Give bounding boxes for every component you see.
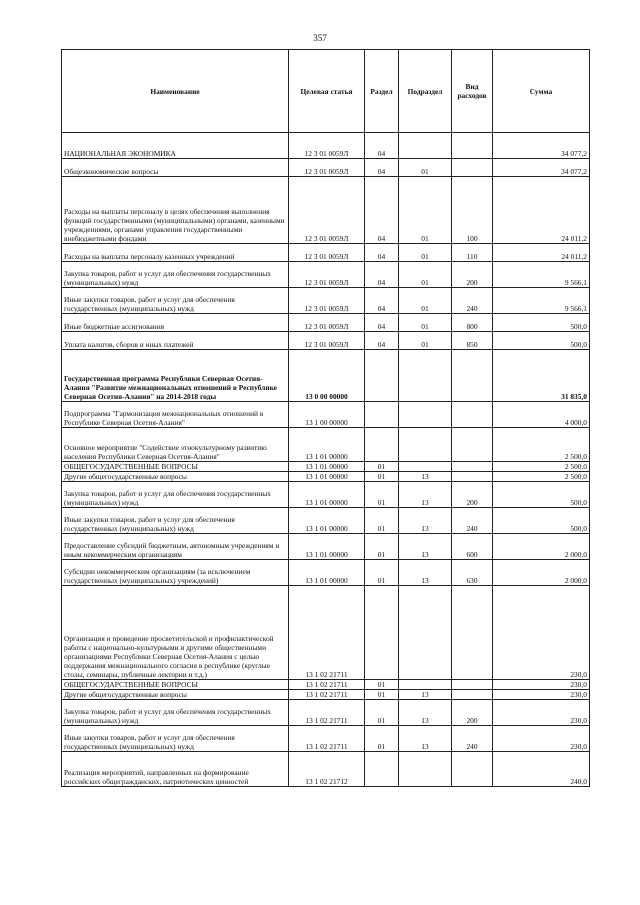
row-expense-type bbox=[452, 350, 493, 402]
table-row bbox=[62, 472, 590, 482]
row-amount: 34 077,2 bbox=[493, 133, 590, 159]
row-name: ОБЩЕГОСУДАРСТВЕННЫЕ ВОПРОСЫ bbox=[62, 462, 289, 472]
table-row bbox=[62, 586, 590, 680]
row-target-code: 13 1 02 21711 bbox=[289, 586, 365, 680]
row-subsection: 01 bbox=[399, 244, 452, 262]
table-row bbox=[62, 159, 590, 177]
row-name: Расходы на выплаты персоналу в целях обеспечения выполнения функций государственными (муниципальными) органами, казенными учреждениями, органами управления государственными внебюджетными фондами bbox=[62, 177, 289, 244]
row-subsection: 13 bbox=[399, 690, 452, 700]
row-subsection: 01 bbox=[399, 288, 452, 314]
row-name: Организация и проведение просветительской и профилактической работы с национально-культурными и другими общественными организациями Республики Северная Осетия-Алания с целью поддержания межнационального согласия в республике (круглые столы, семинары, публичные лектории и т.д.) bbox=[62, 586, 289, 680]
table-row bbox=[62, 508, 590, 534]
row-name: Реализация мероприятий, направленных на формирование российских общегражданских, патриотических ценностей bbox=[62, 752, 289, 787]
row-target-code: 12 3 01 0059Л bbox=[289, 177, 365, 244]
row-subsection bbox=[399, 680, 452, 690]
row-section bbox=[365, 586, 399, 680]
row-section: 01 bbox=[365, 534, 399, 560]
row-expense-type: 100 bbox=[452, 177, 493, 244]
row-subsection bbox=[399, 133, 452, 159]
row-target-code: 12 3 01 0059Л bbox=[289, 288, 365, 314]
row-section bbox=[365, 752, 399, 787]
table-row bbox=[62, 462, 590, 472]
row-amount: 230,0 bbox=[493, 700, 590, 726]
row-target-code: 12 3 01 0059Л bbox=[289, 133, 365, 159]
table-row bbox=[62, 314, 590, 332]
header-name: Наименование bbox=[62, 50, 289, 133]
row-subsection: 13 bbox=[399, 472, 452, 482]
row-subsection: 13 bbox=[399, 700, 452, 726]
budget-table bbox=[61, 49, 590, 787]
row-subsection: 13 bbox=[399, 560, 452, 586]
row-amount: 2 500,0 bbox=[493, 428, 590, 462]
row-expense-type: 200 bbox=[452, 262, 493, 288]
row-target-code: 12 3 01 0059Л bbox=[289, 262, 365, 288]
row-subsection: 13 bbox=[399, 508, 452, 534]
header-section: Раздел bbox=[365, 50, 399, 133]
row-name: НАЦИОНАЛЬНАЯ ЭКОНОМИКА bbox=[62, 133, 289, 159]
row-amount: 2 000,0 bbox=[493, 534, 590, 560]
table-row bbox=[62, 560, 590, 586]
table-body bbox=[62, 133, 590, 787]
row-expense-type: 240 bbox=[452, 508, 493, 534]
row-name: Иные бюджетные ассигнования bbox=[62, 314, 289, 332]
row-section: 04 bbox=[365, 332, 399, 350]
row-subsection bbox=[399, 752, 452, 787]
row-amount: 4 000,0 bbox=[493, 402, 590, 428]
row-subsection: 13 bbox=[399, 482, 452, 508]
row-section bbox=[365, 350, 399, 402]
row-expense-type bbox=[452, 586, 493, 680]
header-amount: Сумма bbox=[493, 50, 590, 133]
row-subsection bbox=[399, 586, 452, 680]
row-target-code: 13 1 02 21711 bbox=[289, 680, 365, 690]
row-name: Общеэкономические вопросы bbox=[62, 159, 289, 177]
row-amount: 2 500,0 bbox=[493, 472, 590, 482]
row-target-code: 13 1 01 00000 bbox=[289, 482, 365, 508]
header-subsection: Подраздел bbox=[399, 50, 452, 133]
row-name: Уплата налогов, сборов и иных платежей bbox=[62, 332, 289, 350]
row-amount: 500,0 bbox=[493, 482, 590, 508]
row-amount: 230,0 bbox=[493, 586, 590, 680]
row-name: Предоставление субсидий бюджетным, автономным учреждениям и иным некоммерческим организациям bbox=[62, 534, 289, 560]
row-amount: 2 000,0 bbox=[493, 560, 590, 586]
table-header-row bbox=[62, 50, 590, 133]
row-target-code: 13 1 02 21711 bbox=[289, 690, 365, 700]
row-expense-type: 240 bbox=[452, 288, 493, 314]
row-section: 04 bbox=[365, 133, 399, 159]
row-target-code: 13 1 01 00000 bbox=[289, 508, 365, 534]
table-row bbox=[62, 244, 590, 262]
row-amount: 230,0 bbox=[493, 680, 590, 690]
table-row bbox=[62, 752, 590, 787]
table-row bbox=[62, 350, 590, 402]
row-amount: 24 011,2 bbox=[493, 177, 590, 244]
row-section: 04 bbox=[365, 314, 399, 332]
row-section: 01 bbox=[365, 680, 399, 690]
row-section: 01 bbox=[365, 690, 399, 700]
row-target-code: 13 1 01 00000 bbox=[289, 560, 365, 586]
row-subsection bbox=[399, 350, 452, 402]
header-code: Целевая статья bbox=[289, 50, 365, 133]
header-expense-type: Вид расходов bbox=[452, 50, 493, 133]
row-expense-type: 800 bbox=[452, 314, 493, 332]
row-subsection bbox=[399, 428, 452, 462]
row-subsection bbox=[399, 402, 452, 428]
row-expense-type bbox=[452, 428, 493, 462]
row-target-code: 13 1 01 00000 bbox=[289, 534, 365, 560]
row-name: Другие общегосударственные вопросы bbox=[62, 472, 289, 482]
row-target-code: 12 3 01 0059Л bbox=[289, 159, 365, 177]
row-name: Иные закупки товаров, работ и услуг для обеспечения государственных (муниципальных) нужд bbox=[62, 726, 289, 752]
row-name: Государственная программа Республики Северная Осетия-Алания "Развитие межнациональных отношений в Республике Северная Осетия-Алания" на 2014-2018 годы bbox=[62, 350, 289, 402]
row-target-code: 13 1 01 00000 bbox=[289, 462, 365, 472]
table-row bbox=[62, 133, 590, 159]
row-target-code: 13 1 01 00000 bbox=[289, 472, 365, 482]
row-amount: 2 500,0 bbox=[493, 462, 590, 472]
row-subsection bbox=[399, 462, 452, 472]
row-name: Закупка товаров, работ и услуг для обеспечения государственных (муниципальных) нужд bbox=[62, 262, 289, 288]
row-amount: 9 566,1 bbox=[493, 262, 590, 288]
row-section: 01 bbox=[365, 508, 399, 534]
row-amount: 230,0 bbox=[493, 726, 590, 752]
row-target-code: 13 1 02 21711 bbox=[289, 726, 365, 752]
row-section: 01 bbox=[365, 482, 399, 508]
row-section: 01 bbox=[365, 472, 399, 482]
row-section: 04 bbox=[365, 244, 399, 262]
row-section: 04 bbox=[365, 177, 399, 244]
row-expense-type bbox=[452, 402, 493, 428]
row-name: Субсидии некоммерческим организациям (за исключением государственных (муниципальных) учреждений) bbox=[62, 560, 289, 586]
row-expense-type bbox=[452, 133, 493, 159]
row-amount: 500,0 bbox=[493, 508, 590, 534]
row-expense-type bbox=[452, 680, 493, 690]
row-name: Основное мероприятие "Содействие этнокультурному развитию населения Республики Северная Осетия-Алания" bbox=[62, 428, 289, 462]
table-row bbox=[62, 262, 590, 288]
row-subsection: 01 bbox=[399, 262, 452, 288]
row-target-code: 13 1 02 21711 bbox=[289, 700, 365, 726]
row-subsection: 13 bbox=[399, 534, 452, 560]
row-amount: 500,0 bbox=[493, 314, 590, 332]
row-amount: 9 566,1 bbox=[493, 288, 590, 314]
row-expense-type: 630 bbox=[452, 560, 493, 586]
row-amount: 500,0 bbox=[493, 332, 590, 350]
row-expense-type: 110 bbox=[452, 244, 493, 262]
table-row bbox=[62, 402, 590, 428]
row-name: Закупка товаров, работ и услуг для обеспечения государственных (муниципальных) нужд bbox=[62, 700, 289, 726]
row-amount: 240,0 bbox=[493, 752, 590, 787]
table-row bbox=[62, 534, 590, 560]
row-amount: 34 077,2 bbox=[493, 159, 590, 177]
row-expense-type bbox=[452, 462, 493, 472]
row-section: 01 bbox=[365, 700, 399, 726]
row-subsection: 01 bbox=[399, 177, 452, 244]
row-amount: 24 011,2 bbox=[493, 244, 590, 262]
row-name: Иные закупки товаров, работ и услуг для обеспечения государственных (муниципальных) нужд bbox=[62, 288, 289, 314]
row-target-code: 12 3 01 0059Л bbox=[289, 244, 365, 262]
row-name: Подпрограмма "Гармонизация межнациональных отношений в Республике Северная Осетия-Алания" bbox=[62, 402, 289, 428]
row-name: ОБЩЕГОСУДАРСТВЕННЫЕ ВОПРОСЫ bbox=[62, 680, 289, 690]
table-row bbox=[62, 680, 590, 690]
row-amount: 230,0 bbox=[493, 690, 590, 700]
row-section: 04 bbox=[365, 159, 399, 177]
row-subsection: 13 bbox=[399, 726, 452, 752]
row-expense-type: 240 bbox=[452, 726, 493, 752]
row-section: 01 bbox=[365, 560, 399, 586]
row-section: 04 bbox=[365, 288, 399, 314]
table-row bbox=[62, 428, 590, 462]
table-row bbox=[62, 288, 590, 314]
row-expense-type: 850 bbox=[452, 332, 493, 350]
row-expense-type bbox=[452, 159, 493, 177]
row-expense-type: 200 bbox=[452, 482, 493, 508]
row-target-code: 13 1 01 00000 bbox=[289, 428, 365, 462]
row-name: Закупка товаров, работ и услуг для обеспечения государственных (муниципальных) нужд bbox=[62, 482, 289, 508]
row-section: 01 bbox=[365, 462, 399, 472]
row-name: Иные закупки товаров, работ и услуг для обеспечения государственных (муниципальных) нужд bbox=[62, 508, 289, 534]
row-section: 04 bbox=[365, 262, 399, 288]
table-row bbox=[62, 482, 590, 508]
page-number: 357 bbox=[313, 33, 327, 43]
row-expense-type: 600 bbox=[452, 534, 493, 560]
row-subsection: 01 bbox=[399, 159, 452, 177]
row-expense-type: 200 bbox=[452, 700, 493, 726]
row-target-code: 13 0 00 00000 bbox=[289, 350, 365, 402]
row-target-code: 13 1 02 21712 bbox=[289, 752, 365, 787]
table-row bbox=[62, 332, 590, 350]
row-section: 01 bbox=[365, 726, 399, 752]
table-row bbox=[62, 726, 590, 752]
table-row bbox=[62, 690, 590, 700]
row-target-code: 12 3 01 0059Л bbox=[289, 332, 365, 350]
row-subsection: 01 bbox=[399, 332, 452, 350]
row-expense-type bbox=[452, 752, 493, 787]
row-section bbox=[365, 428, 399, 462]
row-target-code: 13 1 00 00000 bbox=[289, 402, 365, 428]
row-name: Расходы на выплаты персоналу казенных учреждений bbox=[62, 244, 289, 262]
table-row bbox=[62, 700, 590, 726]
table-row bbox=[62, 177, 590, 244]
row-expense-type bbox=[452, 472, 493, 482]
row-target-code: 12 3 01 0059Л bbox=[289, 314, 365, 332]
row-section bbox=[365, 402, 399, 428]
row-name: Другие общегосударственные вопросы bbox=[62, 690, 289, 700]
row-expense-type bbox=[452, 690, 493, 700]
row-amount: 31 835,0 bbox=[493, 350, 590, 402]
row-subsection: 01 bbox=[399, 314, 452, 332]
